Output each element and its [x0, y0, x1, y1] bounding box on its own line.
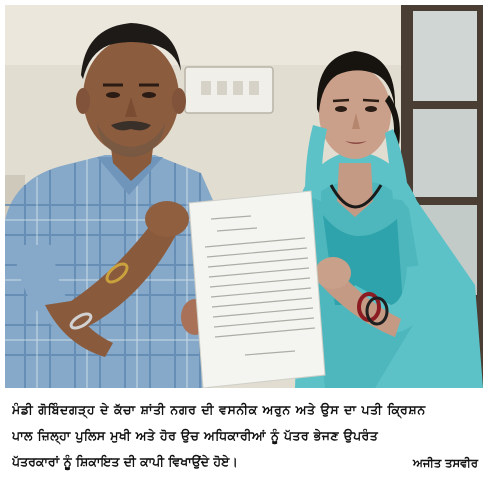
photo-credit: ਅਜੀਤ ਤਸਵੀਰ: [412, 456, 478, 470]
caption-line-1: ਮੰਡੀ ਗੋਬਿੰਦਗੜ੍ਹ ਦੇ ਕੱਚਾ ਸ਼ਾਂਤੀ ਨਗਰ ਦੀ ਵਸਨੀਕ ਅਰੁਨ ਅਤੇ ਉਸ ਦਾ ਪਤੀ ਕ੍ਰਿਸ਼ਨ: [12, 402, 426, 417]
photo-caption: [8, 396, 480, 482]
switch-board: [185, 67, 273, 113]
photo-illustration: [5, 5, 483, 388]
caption-line-3: ਪੱਤਰਕਾਰਾਂ ਨੂੰ ਸ਼ਿਕਾਇਤ ਦੀ ਕਾਪੀ ਵਿਖਾਉਂਦੇ ਹੋਏ।: [12, 454, 238, 469]
complaint-letter: [189, 191, 325, 388]
caption-line-2: ਪਾਲ ਜ਼ਿਲ੍ਹਾ ਪੁਲਿਸ ਮੁਖੀ ਅਤੇ ਹੋਰ ਉਚ ਅਧਿਕਾਰੀਆਂ ਨੂੰ ਪੱਤਰ ਭੇਜਣ ਉਪਰੰਤ: [12, 428, 379, 443]
news-photo: [5, 5, 483, 388]
